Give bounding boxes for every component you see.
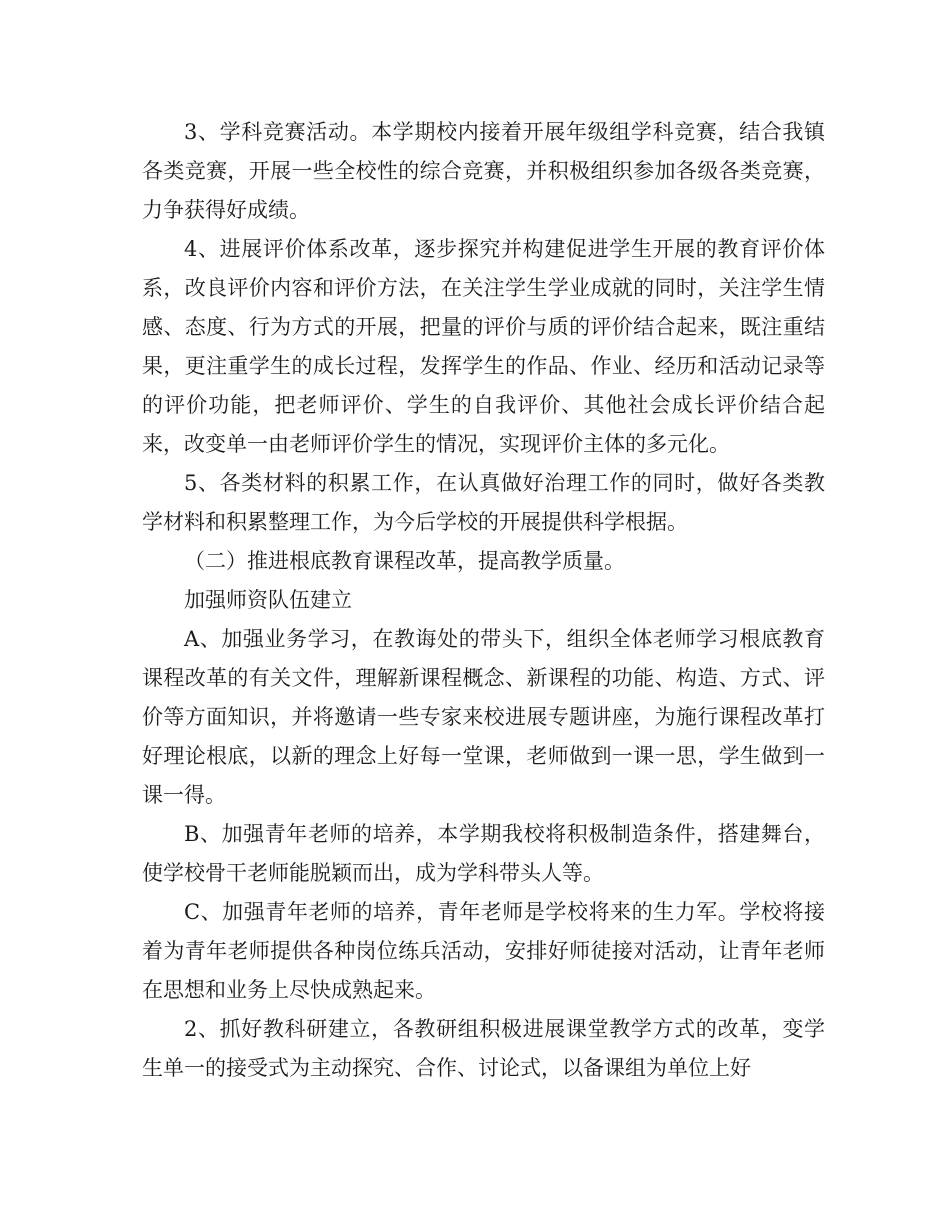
section-heading-curriculum-reform: （二）推进根底教育课程改革，提高教学质量。 bbox=[184, 549, 625, 573]
paragraph-business-study: A、加强业务学习，在教诲处的带头下，组织全体老师学习根底教育课程改革的有关文件，理解新课程概念、新课程的功能、构造、方式、评价等方面知识，并将邀请一些专家来校进展专题讲座，为施行课程改革打好理论根底，以新的理念上好每一堂课，老师做到一课一思，学生做到一课一得。 bbox=[142, 627, 825, 807]
paragraph-competition: 3、学科竞赛活动。本学期校内接着开展年级组学科竞赛，结合我镇各类竞赛，开展一些全校性的综合竞赛，并积极组织参加各级各类竞赛，力争获得好成绩。 bbox=[142, 120, 825, 222]
paragraph-materials: 5、各类材料的积累工作，在认真做好治理工作的同时，做好各类教学材料和积累整理工作，为今后学校的开展提供科学根据。 bbox=[142, 471, 825, 534]
paragraph-young-teachers-c: C、加强青年老师的培养，青年老师是学校将来的生力军。学校将接着为青年老师提供各种岗位练兵活动，安排好师徒接对活动，让青年老师在思想和业务上尽快成熟起来。 bbox=[142, 900, 825, 1002]
document-body bbox=[142, 113, 825, 1088]
paragraph-young-teachers-b: B、加强青年老师的培养，本学期我校将积极制造条件，搭建舞台，使学校骨干老师能脱颖而出，成为学科带头人等。 bbox=[142, 822, 825, 885]
subheading-teacher-team: 加强师资队伍建立 bbox=[184, 588, 352, 612]
paragraph-evaluation-reform: 4、进展评价体系改革，逐步探究并构建促进学生开展的教育评价体系，改良评价内容和评价方法，在关注学生学业成就的同时，关注学生情感、态度、行为方式的开展，把量的评价与质的评价结合起来，既注重结果，更注重学生的成长过程，发挥学生的作品、作业、经历和活动记录等的评价功能，把老师评价、学生的自我评价、其他社会成长评价结合起来，改变单一由老师评价学生的情况，实现评价主体的多元化。 bbox=[142, 237, 825, 456]
paragraph-teaching-research: 2、抓好教科研建立，各教研组积极进展课堂教学方式的改革，变学生单一的接受式为主动探究、合作、讨论式，以备课组为单位上好 bbox=[142, 1017, 825, 1080]
